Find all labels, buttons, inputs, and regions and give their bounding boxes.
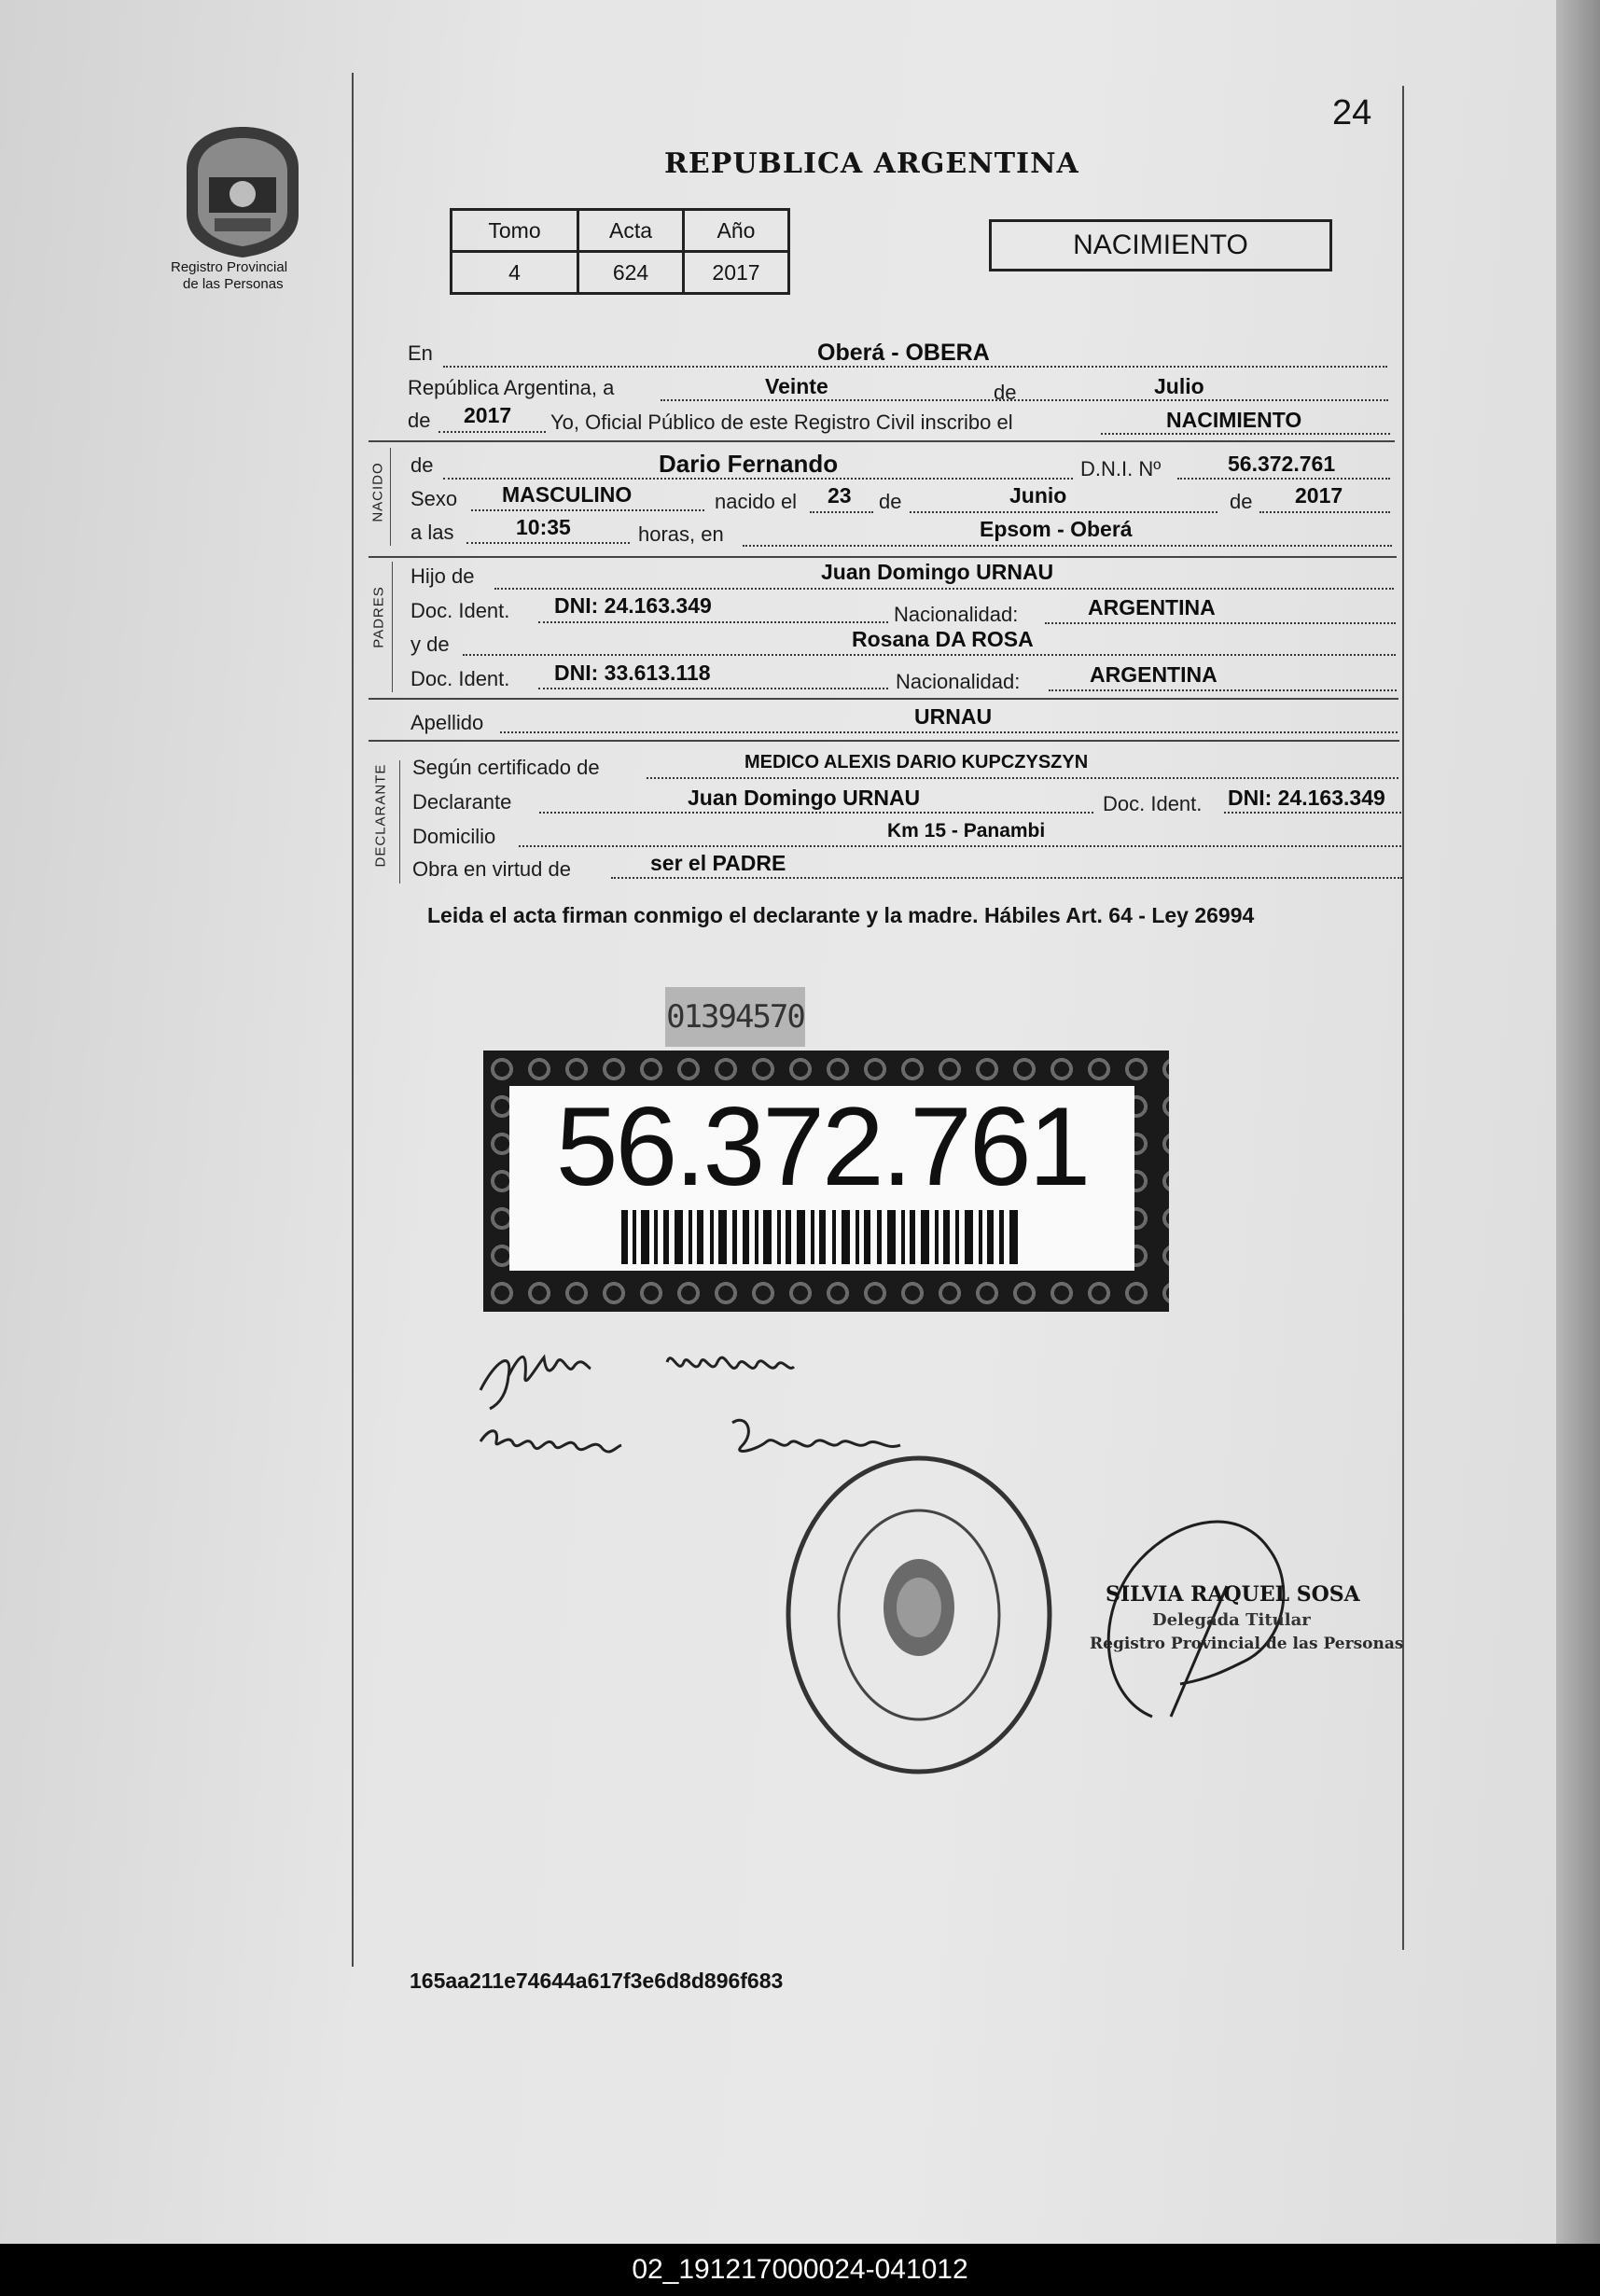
table-value-tomo: 4 — [452, 252, 578, 294]
section-label-nacido: NACIDO — [369, 462, 386, 522]
child-dni: 56.372.761 — [1228, 452, 1336, 476]
leader-year — [438, 431, 546, 433]
mother-doc-label: Doc. Ident. — [410, 667, 510, 690]
serial-stamp: 01394570 — [665, 987, 805, 1047]
table-header-tomo: Tomo — [452, 210, 578, 252]
leader-time — [466, 542, 630, 544]
footer-bar — [0, 2244, 1600, 2296]
record-type-box — [989, 219, 1332, 271]
leader-month — [910, 511, 1217, 513]
officer-role: Delegada Titular — [1152, 1610, 1311, 1630]
leader-declarante-doc — [1224, 812, 1401, 814]
leader-mother-doc — [538, 688, 888, 689]
mother-name: Rosana DA ROSA — [852, 627, 1034, 651]
padres-bracket — [392, 562, 393, 692]
birth-day: 23 — [828, 483, 852, 508]
table-value-ano: 2017 — [684, 252, 789, 294]
document-hash: 165aa211e74644a617f3e6d8d896f683 — [410, 1969, 784, 1993]
section-label-declarante: DECLARANTE — [372, 763, 389, 868]
a-las-label: a las — [410, 521, 454, 544]
birth-year: 2017 — [1295, 483, 1343, 508]
officer-name: SILVIA RAQUEL SOSA — [1106, 1582, 1360, 1607]
leader-apellido — [500, 731, 1398, 733]
republica-label: República Argentina, a — [408, 376, 615, 399]
declarante-doc: DNI: 24.163.349 — [1228, 786, 1385, 810]
divider-apellido-top — [369, 698, 1398, 700]
officer-office: Registro Provincial de las Personas — [1090, 1635, 1404, 1653]
hijo-de-label: Hijo de — [410, 564, 475, 588]
leader-republica — [661, 399, 1388, 401]
sexo-label: Sexo — [410, 487, 458, 510]
horas-label: horas, en — [638, 522, 724, 546]
certificado-label: Según certificado de — [412, 756, 600, 779]
leader-day — [810, 511, 873, 513]
nacido-de-label: de — [410, 453, 434, 477]
divider-padres-top — [369, 556, 1397, 558]
leader-domicilio — [519, 845, 1401, 847]
mother-doc: DNI: 33.613.118 — [554, 661, 711, 685]
intro-place: Oberá - OBERA — [817, 340, 990, 366]
leader-declarante — [539, 812, 1093, 814]
father-nationality: ARGENTINA — [1088, 595, 1216, 619]
leader-birth-place — [743, 545, 1392, 547]
father-doc: DNI: 24.163.349 — [554, 593, 712, 618]
declarante-name: Juan Domingo URNAU — [688, 786, 921, 810]
leader-sexo — [471, 509, 704, 511]
dni-sticker — [483, 1051, 1169, 1312]
provincial-emblem — [177, 121, 308, 259]
declarante-doc-label: Doc. Ident. — [1103, 792, 1203, 815]
divider-declarante-top — [369, 740, 1399, 742]
registry-caption-line2: de las Personas — [183, 276, 284, 292]
intro-day: Veinte — [765, 374, 828, 398]
certificado-value: MEDICO ALEXIS DARIO KUPCZYSZYN — [744, 752, 1089, 772]
leader-dni — [1177, 478, 1390, 480]
closing-note: Leida el acta firman conmigo el declarante y la madre. Hábiles Art. 64 - Ley 26994 — [427, 903, 1255, 927]
mother-nationality: ARGENTINA — [1090, 662, 1217, 687]
nacido-bracket — [390, 448, 391, 546]
leader-father-doc — [538, 621, 888, 623]
leader-certificado — [647, 777, 1398, 779]
leader-father-nat — [1045, 622, 1396, 624]
left-margin-line — [352, 73, 354, 1967]
leader-obra — [611, 877, 1402, 879]
obra-label: Obra en virtud de — [412, 857, 571, 881]
intro-year: 2017 — [464, 403, 512, 427]
declarante-signature — [471, 1311, 900, 1413]
apellido-value: URNAU — [914, 704, 993, 729]
domicilio-value: Km 15 - Panambi — [887, 820, 1046, 842]
obra-value: ser el PADRE — [650, 851, 786, 875]
birth-place: Epsom - Oberá — [980, 517, 1133, 541]
intro-act-type: NACIMIENTO — [1166, 408, 1302, 432]
page-edge-shadow — [1556, 0, 1600, 2244]
birth-month: Junio — [1009, 483, 1067, 508]
birth-time: 10:35 — [516, 515, 571, 539]
intro-month: Julio — [1154, 374, 1204, 398]
page-number: 24 — [1332, 93, 1372, 132]
section-label-padres: PADRES — [370, 586, 387, 648]
declarante-bracket — [399, 760, 400, 884]
de-label-2: de — [408, 409, 431, 432]
declarante-label: Declarante — [412, 790, 512, 814]
dni-label: D.N.I. Nº — [1080, 457, 1162, 480]
leader-act — [1101, 433, 1390, 435]
register-table — [450, 208, 790, 295]
divider-nacido-top — [369, 440, 1395, 442]
y-de-label: y de — [410, 633, 450, 656]
record-type: NACIMIENTO — [1073, 230, 1248, 260]
leader-mother — [463, 654, 1396, 656]
child-name: Dario Fernando — [659, 450, 839, 478]
nacido-de-label-3: de — [1230, 490, 1253, 513]
de-label: de — [994, 381, 1017, 404]
apellido-label: Apellido — [410, 711, 484, 734]
registry-caption-line1: Registro Provincial — [171, 259, 288, 275]
child-sex: MASCULINO — [502, 482, 633, 507]
table-header-acta: Acta — [578, 210, 684, 252]
table-value-acta: 624 — [578, 252, 684, 294]
nacido-el-label: nacido el — [715, 490, 798, 513]
father-doc-label: Doc. Ident. — [410, 599, 510, 622]
domicilio-label: Domicilio — [412, 825, 496, 848]
barcode — [621, 1210, 1023, 1264]
en-label: En — [408, 341, 433, 365]
right-margin-line — [1402, 86, 1404, 1950]
footer-file-id: 02_191217000024-041012 — [632, 2254, 968, 2285]
document-title: REPUBLICA ARGENTINA — [664, 147, 1079, 180]
sticker-dni-number: 56.372.761 — [555, 1084, 1089, 1209]
mother-nat-label: Nacionalidad: — [896, 670, 1021, 693]
father-nat-label: Nacionalidad: — [894, 603, 1019, 626]
dni-sticker-label — [509, 1086, 1134, 1271]
table-header-ano: Año — [684, 210, 789, 252]
leader-birth-year — [1259, 511, 1390, 513]
father-name: Juan Domingo URNAU — [821, 560, 1054, 584]
intro-statement: Yo, Oficial Público de este Registro Civil inscribo el — [550, 410, 1013, 434]
leader-father — [494, 588, 1394, 590]
nacido-de-label-2: de — [879, 490, 902, 513]
official-seal — [780, 1451, 1058, 1779]
leader-mother-nat — [1049, 689, 1397, 691]
